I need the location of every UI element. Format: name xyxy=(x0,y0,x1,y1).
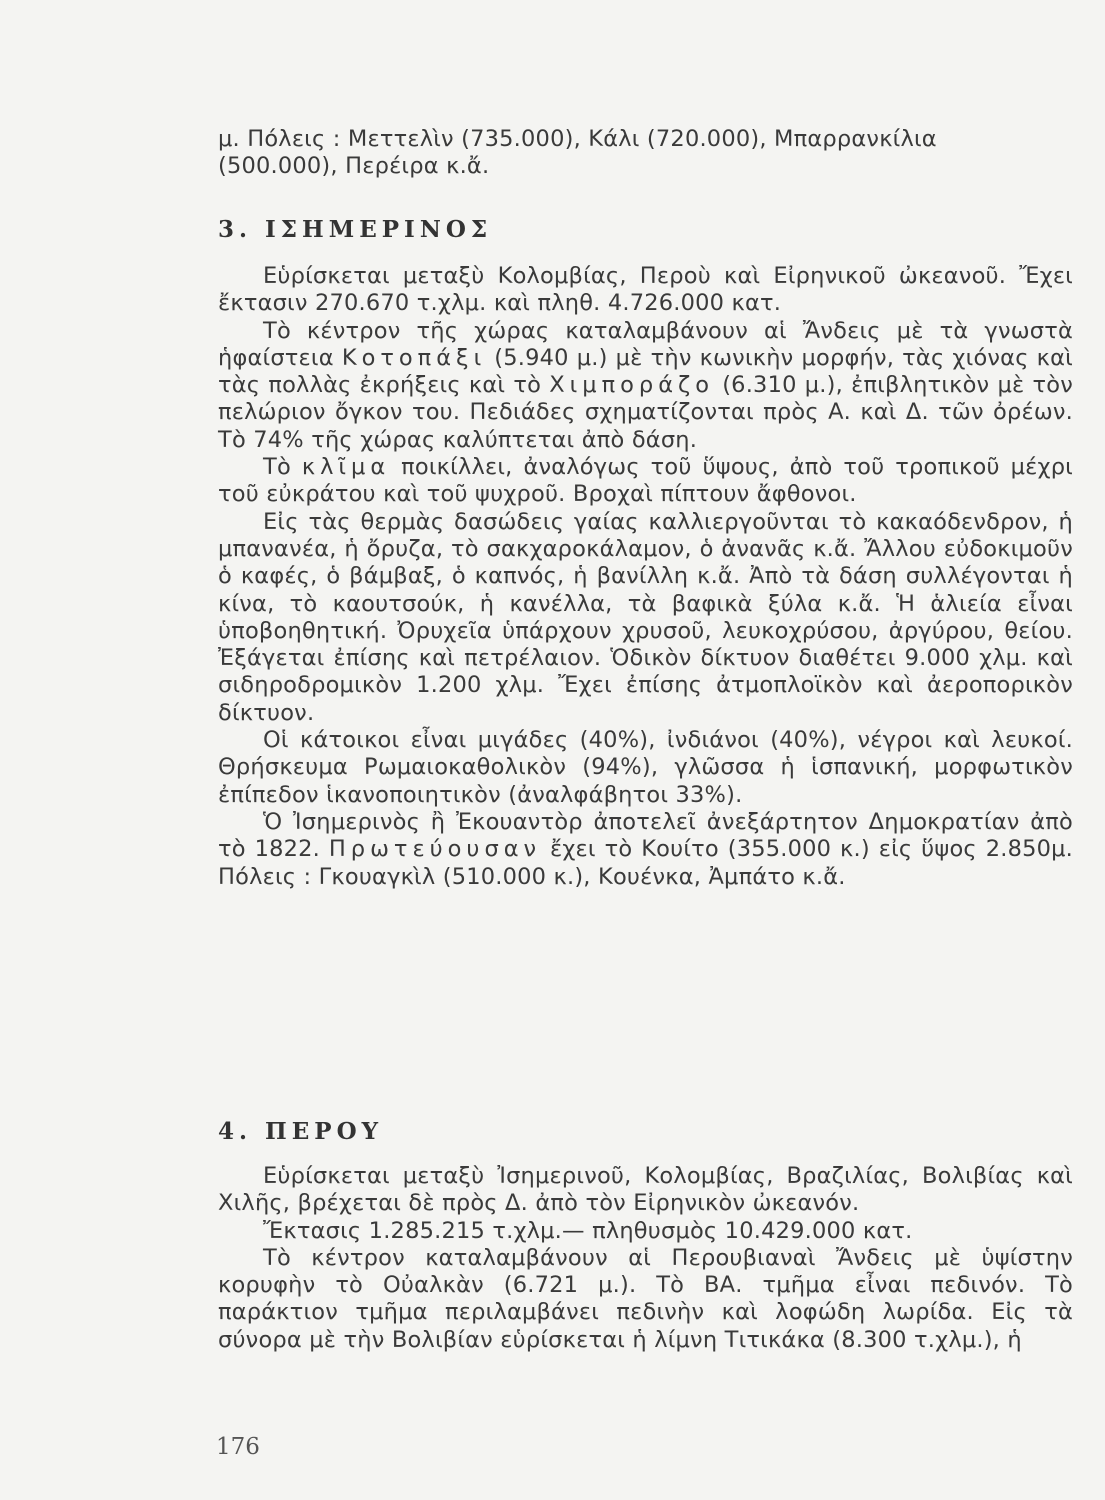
p2-text-e: (6.310 μ.), ἐπιβλητικὸν μὲ τὸν πελώριον ὄγκον του. Πεδιάδες σχηματίζονται πρὸς Α. καὶ Δ. τῶν ὀρέων. Τὸ 74% τῆς χώρας καλύπτεται ἀπὸ δάση. xyxy=(218,372,1073,453)
section-3-paragraph-6 xyxy=(218,809,1073,891)
p2-text-a: Τὸ κέντρον τῆς χώρας καταλαμβάνουν αἱ Ἄνδεις μὲ τὰ γνωστὰ ἡφαίστεια xyxy=(218,317,1073,371)
climate-term: κλῖμα xyxy=(301,454,391,481)
section-4-paragraph-1: Εὑρίσκεται μεταξὺ Ἰσημερινοῦ, Κολομβίας, Βραζιλίας, Βολιβίας καὶ Χιλῆς, βρέχεται δὲ πρὸς Δ. ἀπὸ τὸν Εἰρηνικὸν ὠκεανόν. xyxy=(218,1163,1073,1217)
section-3-heading: 3. ΙΣΗΜΕΡΙΝΟΣ xyxy=(218,216,493,243)
section-3-body xyxy=(218,263,1073,891)
section-4-paragraph-2: Ἔκτασις 1.285.215 τ.χλμ.— πληθυσμὸς 10.429.000 κατ. xyxy=(263,1217,913,1244)
intro-line-2: (500.000), Περέιρα κ.ἄ. xyxy=(218,153,490,180)
section-3-paragraph-5: Οἱ κάτοικοι εἶναι μιγάδες (40%), ἰνδιάνοι (40%), νέγροι καὶ λευκοί. Θρήσκευμα Ρωμαιοκαθολικὸν (94%), γλῶσσα ἡ ἱσπανική, μορφωτικὸν ἐπίπεδον ἱκανοποιητικὸν (ἀναλφάβητοι 33%). xyxy=(218,727,1073,808)
section-4-paragraph-3: Τὸ κέντρον καταλαμβάνουν αἱ Περουβιαναὶ Ἄνδεις μὲ ὑψίστην κορυφὴν τὸ Οὐαλκὰν (6.721 μ.). Τὸ ΒΑ. τμῆμα εἶναι πεδινόν. Τὸ παράκτιον τμῆμα περιλαμβάνει πεδινὴν καὶ λοφώδη λωρίδα. Εἰς τὰ σύνορα μὲ τὴν Βολιβίαν εὑρίσκεται ἡ λίμνη Τιτικάκα (8.300 τ.χλμ.), ἡ xyxy=(218,1244,1073,1353)
intro-line-1: μ. Πόλεις : Μεττελὶν (735.000), Κάλι (720.000), Μπαρρανκίλια xyxy=(218,126,937,152)
page-number: 176 xyxy=(216,1434,260,1460)
p6-text-c: ἔχει τὸ Κουίτο (355.000 κ.) εἰς ὕψος 2.850μ. Πόλεις : Γκουαγκὶλ (510.000 κ.), Κουένκα, Ἀμπάτο κ.ἄ. xyxy=(218,836,1073,890)
p2-text-c: (5.940 μ.) μὲ τὴν κωνικὴν μορφήν, τὰς χιόνας καὶ τὰς πολλὰς ἐκρήξεις καὶ τὸ xyxy=(218,344,1073,399)
section-3-paragraph-4: Εἰς τὰς θερμὰς δασώδεις γαίας καλλιεργοῦνται τὸ κακαόδενδρον, ἡ μπανανέα, ἡ ὄρυζα, τὸ σακχαροκάλαμον, ὁ ἀνανᾶς κ.ἄ. Ἄλλου εὐδοκιμοῦν ὁ καφές, ὁ βάμβαξ, ὁ καπνός, ἡ βανίλλη κ.ἄ. Ἀπὸ τὰ δάση συλλέγονται ἡ κίνα, τὸ καουτσούκ, ἡ κανέλλα, τὰ βαφικὰ ξύλα κ.ἄ. Ἡ ἁλιεία εἶναι ὑποβοηθητική. Ὀρυχεῖα ὑπάρχουν χρυσοῦ, λευκοχρύσου, ἀργύρου, θείου. Ἐξάγεται ἐπίσης καὶ πετρέλαιον. Ὁδικὸν δίκτυον διαθέτει 9.000 χλμ. καὶ σιδηροδρομικὸν 1.200 χλμ. Ἔχει ἐπίσης ἀτμοπλοϊκὸν καὶ ἀεροπορικὸν δίκτυον. xyxy=(218,508,1073,726)
capital-term: Πρωτεύουσαν xyxy=(328,836,542,863)
intro-block xyxy=(218,126,1073,181)
p6-text-a: Ὁ Ἰσημερινὸς ἢ Ἐκουαντὸρ ἀποτελεῖ ἀνεξάρτητον Δημοκρατίαν ἀπὸ τὸ 1822. xyxy=(218,808,1073,863)
section-4-heading: 4. ΠΕΡΟΥ xyxy=(218,1118,384,1145)
section-3-paragraph-2 xyxy=(218,318,1073,454)
volcano-cotopaxi: Κοτοπάξι xyxy=(341,344,487,371)
p3-text-c: ποικίλλει, ἀναλόγως τοῦ ὕψους, ἀπὸ τοῦ τροπικοῦ μέχρι τοῦ εὐκράτου καὶ τοῦ ψυχροῦ. Βροχαὶ πίπτουν ἄφθονοι. xyxy=(218,454,1073,508)
intro-line xyxy=(218,126,1073,181)
section-3-paragraph-1: Εὑρίσκεται μεταξὺ Κολομβίας, Περοὺ καὶ Εἰρηνικοῦ ὠκεανοῦ. Ἔχει ἔκτασιν 270.670 τ.χλμ. καὶ πληθ. 4.726.000 κατ. xyxy=(218,263,1073,317)
section-3-paragraph-3 xyxy=(218,454,1073,509)
section-4-body xyxy=(218,1163,1073,1354)
p3-text-a: Τὸ xyxy=(263,454,302,481)
volcano-chimborazo: Χιμποράζο xyxy=(549,372,715,399)
